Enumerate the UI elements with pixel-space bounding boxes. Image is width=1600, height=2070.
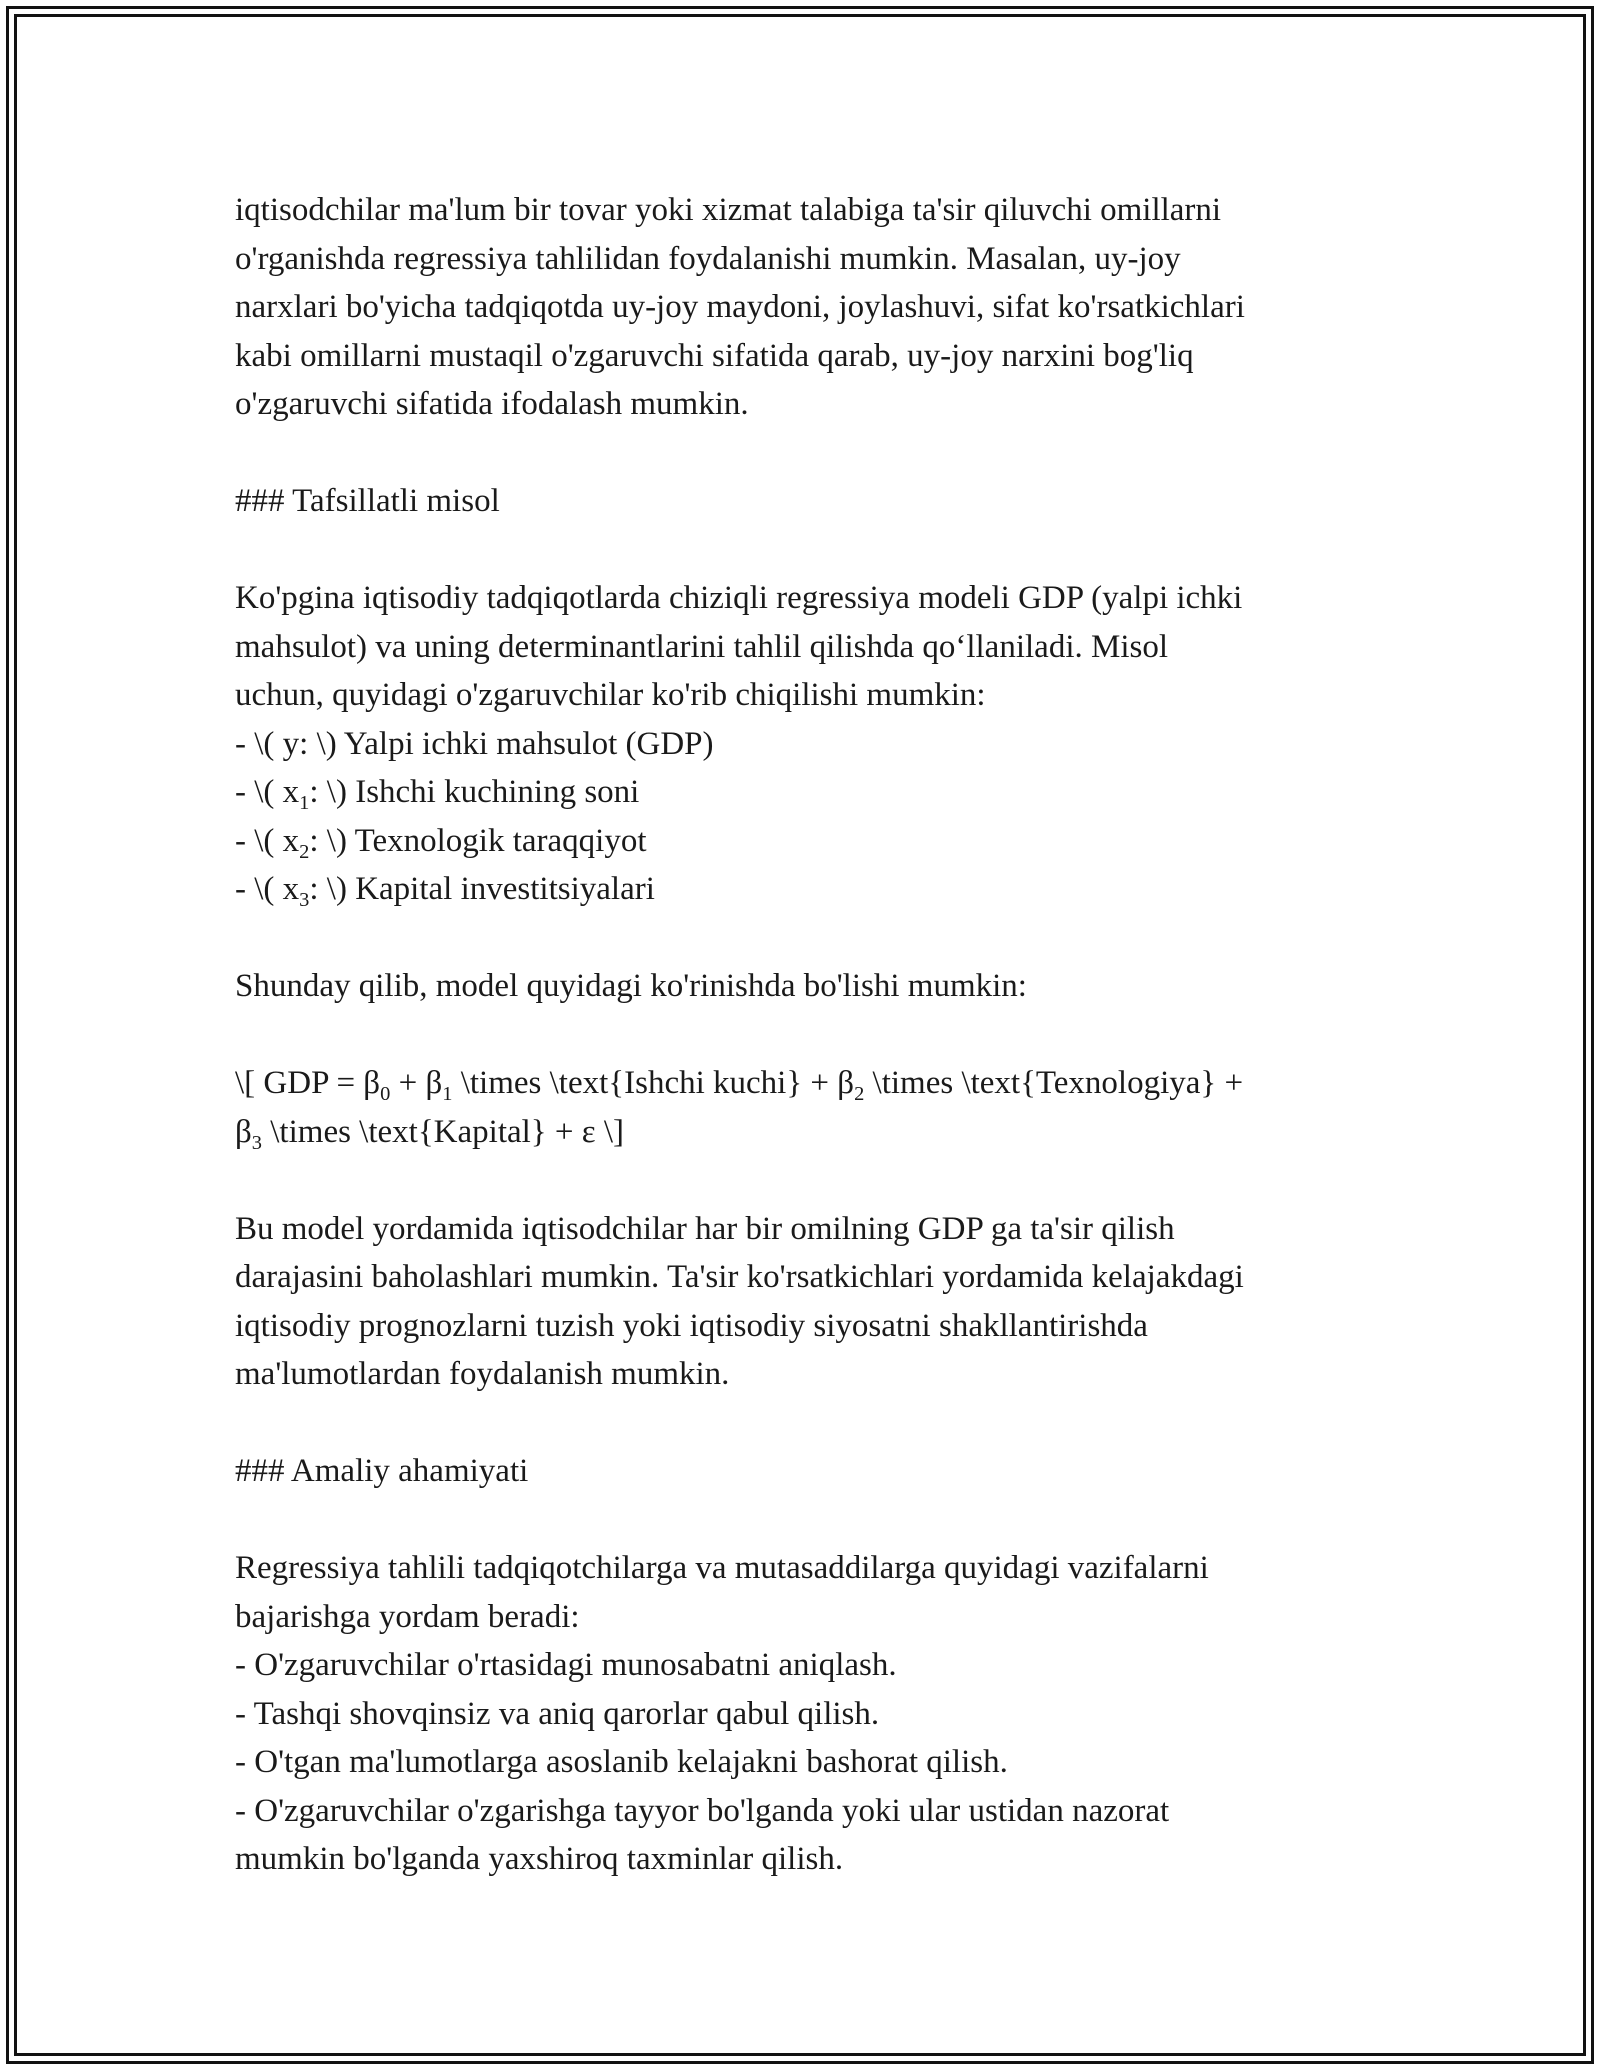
text-line: ma'lumotlardan foydalanish mumkin.	[235, 1356, 730, 1392]
formula-subscript: 0	[380, 1083, 391, 1106]
practical-paragraph	[235, 1544, 1375, 1884]
text-line: Bu model yordamida iqtisodchilar har bir omilning GDP ga ta'sir qilish	[235, 1210, 1175, 1247]
list-item: - O'zgaruvchilar o'rtasidagi munosabatni aniqlash.	[235, 1647, 897, 1683]
formula-line	[235, 1059, 1375, 1108]
text-line: uchun, quyidagi o'zgaruvchilar ko'rib chiqilishi mumkin:	[235, 677, 986, 713]
text-line: iqtisodchilar ma'lum bir tovar yoki xizmat talabiga ta'sir qiluvchi omillarni	[235, 192, 1222, 228]
variable-list-item: - \( $x_3$: \) Kapital investitsiyalari	[235, 871, 655, 912]
interpretation-paragraph	[235, 1205, 1375, 1399]
section-heading-practical: ### Amaliy ahamiyati	[235, 1453, 529, 1489]
text-line: bajarishga yordam beradi:	[235, 1598, 580, 1635]
list-item: - O'zgaruvchilar o'zgarishga tayyor bo'lganda yoki ular ustidan nazorat	[235, 1792, 1170, 1829]
formula-subscript: 3	[251, 1131, 263, 1154]
formula-text: \times \text{Texnologiya} +	[864, 1065, 1244, 1101]
text-line: iqtisodiy prognozlarni tuzish yoki iqtisodiy siyosatni shakllantirishda	[235, 1307, 1148, 1344]
formula-text: β	[235, 1113, 252, 1150]
formula-text: \times \text{Kapital} + ε \]	[262, 1113, 625, 1150]
formula-text: \[ GDP = β	[235, 1065, 381, 1101]
formula-subscript: 1	[442, 1083, 453, 1106]
variable-list-item: - \( y: \) Yalpi ichki mahsulot (GDP)	[235, 725, 714, 762]
text-line: mumkin bo'lganda yaxshiroq taxminlar qilish.	[235, 1841, 844, 1877]
text-line: o'zgaruvchi sifatida ifodalash mumkin.	[235, 386, 749, 422]
text-line: kabi omillarni mustaqil o'zgaruvchi sifatida qarab, uy-joy narxini bog'liq	[235, 337, 1194, 374]
text-line: o'rganishda regressiya tahlilidan foydalanishi mumkin. Masalan, uy-joy	[235, 240, 1181, 277]
section-heading-example: ### Tafsillatli misol	[235, 483, 500, 519]
regression-formula	[235, 1059, 1375, 1156]
text-line: mahsulot) va uning determinantlarini tahlil qilishda qo‘llaniladi. Misol	[235, 628, 1169, 665]
variable-list-item: - \( $x_1$: \) Ishchi kuchining soni	[235, 774, 640, 815]
text-line: Ko'pgina iqtisodiy tadqiqotlarda chiziqli regressiya modeli GDP (yalpi ichki	[235, 580, 1243, 616]
list-item: - O'tgan ma'lumotlarga asoslanib kelajakni bashorat qilish.	[235, 1744, 1008, 1780]
formula-text: + β	[390, 1065, 443, 1101]
variable-list-item: - \( $x_2$: \) Texnologik taraqqiyot	[235, 822, 647, 863]
formula-line	[235, 1108, 1375, 1157]
text-line: Shunday qilib, model quyidagi ko'rinishda bo'lishi mumkin:	[235, 968, 1027, 1004]
document-body	[235, 186, 1375, 1884]
text-line: darajasini baholashlari mumkin. Ta'sir ko'rsatkichlari yordamida kelajakdagi	[235, 1259, 1244, 1295]
example-paragraph	[235, 574, 1375, 914]
formula-text: \times \text{Ishchi kuchi} + β	[452, 1065, 855, 1101]
list-item: - Tashqi shovqinsiz va aniq qarorlar qabul qilish.	[235, 1695, 880, 1732]
intro-paragraph	[235, 186, 1375, 429]
text-line: Regressiya tahlili tadqiqotchilarga va mutasaddilarga quyidagi vazifalarni	[235, 1550, 1209, 1586]
model-intro-paragraph	[235, 962, 1375, 1011]
text-line: narxlari bo'yicha tadqiqotda uy-joy maydoni, joylashuvi, sifat ko'rsatkichlari	[235, 289, 1245, 325]
formula-subscript: 2	[854, 1083, 865, 1106]
